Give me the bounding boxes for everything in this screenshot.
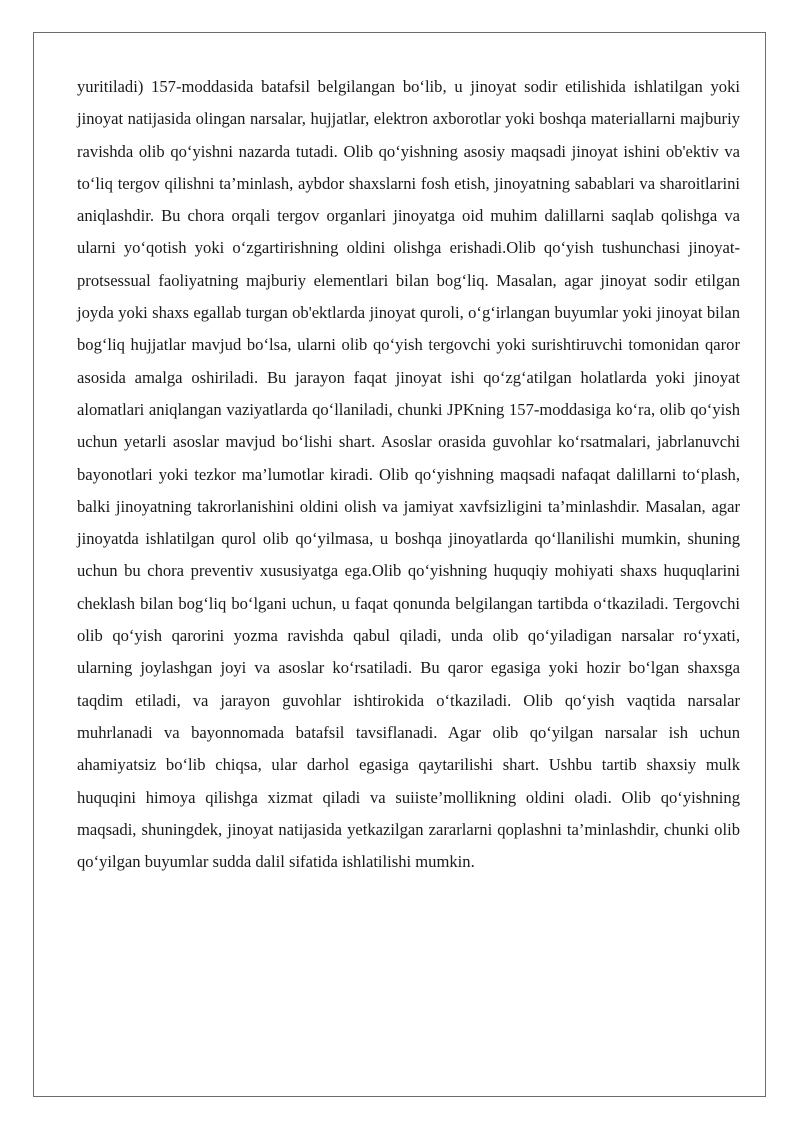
page-frame: [33, 32, 766, 1097]
body-paragraph: yuritiladi) 157-moddasida batafsil belgilangan bo‘lib, u jinoyat sodir etilishida ishlatilgan yoki jinoyat natijasida olingan narsalar, hujjatlar, elektron axborotlar yoki boshqa materiallarni majburiy ravishda olib qo‘yishni nazarda tutadi. Olib qo‘yishning asosiy maqsadi jinoyat ishini ob'ektiv va to‘liq tergov qilishni ta’minlash, aybdor shaxslarni fosh etish, jinoyatning sabablari va sharoitlarini aniqlashdir. Bu chora orqali tergov organlari jinoyatga oid muhim dalillarni saqlab qolishga va ularni yo‘qotish yoki o‘zgartirishning oldini olishga erishadi.Olib qo‘yish tushunchasi jinoyat-protsessual faoliyatning majburiy elementlari bilan bog‘liq. Masalan, agar jinoyat sodir etilgan joyda yoki shaxs egallab turgan ob'ektlarda jinoyat quroli, o‘g‘irlangan buyumlar yoki jinoyat bilan bog‘liq hujjatlar mavjud bo‘lsa, ularni olib qo‘yish tergovchi yoki surishtiruvchi tomonidan qaror asosida amalga oshiriladi. Bu jarayon faqat jinoyat ishi qo‘zg‘atilgan holatlarda yoki jinoyat alomatlari aniqlangan vaziyatlarda qo‘llaniladi, chunki JPKning 157-moddasiga ko‘ra, olib qo‘yish uchun yetarli asoslar mavjud bo‘lishi shart. Asoslar orasida guvohlar ko‘rsatmalari, jabrlanuvchi bayonotlari yoki tezkor ma’lumotlar kiradi. Olib qo‘yishning maqsadi nafaqat dalillarni to‘plash, balki jinoyatning takrorlanishini oldini olish va jamiyat xavfsizligini ta’minlashdir. Masalan, agar jinoyatda ishlatilgan qurol olib qo‘yilmasa, u boshqa jinoyatlarda qo‘llanilishi mumkin, shuning uchun bu chora preventiv xususiyatga ega.Olib qo‘yishning huquqiy mohiyati shaxs huquqlarini cheklash bilan bog‘liq bo‘lgani uchun, u faqat qonunda belgilangan tartibda o‘tkaziladi. Tergovchi olib qo‘yish qarorini yozma ravishda qabul qiladi, unda olib qo‘yiladigan narsalar ro‘yxati, ularning joylashgan joyi va asoslar ko‘rsatiladi. Bu qaror egasiga yoki hozir bo‘lgan shaxsga taqdim etiladi, va jarayon guvohlar ishtirokida o‘tkaziladi. Olib qo‘yish vaqtida narsalar muhrlanadi va bayonnomada batafsil tavsiflanadi. Agar olib qo‘yilgan narsalar ish uchun ahamiyatsiz bo‘lib chiqsa, ular darhol egasiga qaytarilishi shart. Ushbu tartib shaxsiy mulk huquqini himoya qilishga xizmat qiladi va suiiste’mollikning oldini oladi. Olib qo‘yishning maqsadi, shuningdek, jinoyat natijasida yetkazilgan zararlarni qoplashni ta’minlashdir, chunki olib qo‘yilgan buyumlar sudda dalil sifatida ishlatilishi mumkin.: [77, 77, 740, 872]
